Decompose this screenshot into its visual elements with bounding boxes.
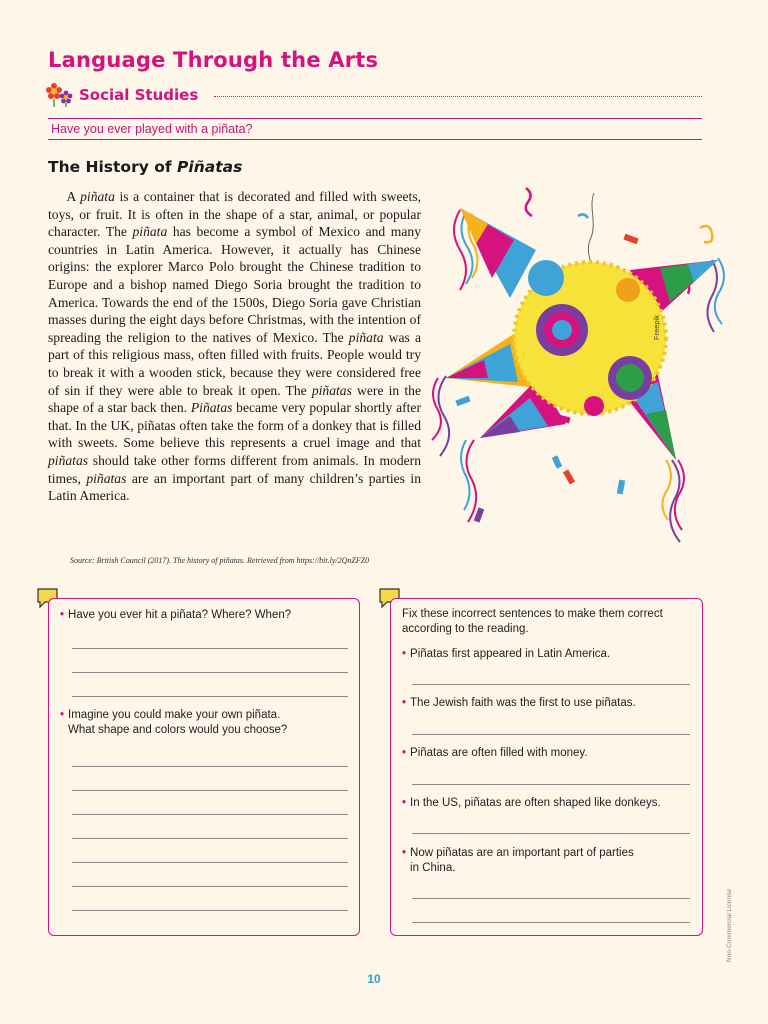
answer-line[interactable] — [72, 838, 348, 839]
page-number: 10 — [367, 972, 381, 986]
article-heading — [48, 158, 242, 176]
answer-line[interactable] — [72, 886, 348, 887]
answer-line[interactable] — [412, 898, 690, 899]
answer-line[interactable] — [412, 684, 690, 685]
warmup-question: Have you ever played with a piñata? — [51, 122, 253, 136]
source-citation: Source: British Council (2017). The history of piñatas. Retrieved from https://bit.ly/2QnZFZ0 — [70, 556, 370, 565]
correction-instruction: Fix these incorrect sentences to make them correct according to the reading. — [402, 608, 663, 635]
answer-line[interactable] — [72, 696, 348, 697]
answer-line[interactable] — [72, 766, 348, 767]
flowers-icon — [44, 82, 74, 108]
article-emphasis: piñatas — [311, 382, 352, 398]
article-emphasis: Piñatas — [190, 400, 233, 416]
question-1: • Have you ever hit a piñata? Where? When? — [60, 609, 292, 621]
page-title: Language Through the Arts — [48, 48, 379, 72]
article-text: has become a symbol of Mexico and many countries in Latin America. However, it actually has Chinese origins: the explorer Marco Polo brought the Chinese tradition to Europe and a bishop named Diego Soria brought the tradition to America. Towards the end of the 1500s, Diego Soria gave Christian masses during the eight days before Christmas, with the intention of spreading the religion to the natives of Mexico. The — [48, 224, 421, 345]
article-emphasis: piñatas — [86, 470, 127, 486]
answer-line[interactable] — [72, 862, 348, 863]
answer-line[interactable] — [72, 814, 348, 815]
license-note: Non-Commercial License — [726, 889, 733, 962]
article-emphasis: piñata — [80, 189, 115, 204]
article-text: should take other forms different from animals. In modern times, — [48, 452, 421, 486]
answer-line[interactable] — [72, 910, 348, 911]
answer-line[interactable] — [72, 648, 348, 649]
section-label: Social Studies — [79, 86, 199, 104]
incorrect-sentence-1: • Piñatas first appeared in Latin America. — [402, 648, 611, 660]
article-emphasis: piñata — [132, 224, 168, 240]
incorrect-sentence-4: • In the US, piñatas are often shaped like donkeys. — [402, 797, 661, 809]
incorrect-sentence-3: • Piñatas are often filled with money. — [402, 747, 588, 759]
warmup-question-band — [48, 118, 702, 140]
article-text: are an important part of many children’s parties in Latin America. — [48, 470, 421, 504]
answer-line[interactable] — [412, 784, 690, 785]
image-credit: Freepik — [652, 314, 661, 340]
article-emphasis: piñata — [348, 329, 384, 345]
incorrect-sentence-2: • The Jewish faith was the first to use piñatas. — [402, 697, 636, 709]
dotted-divider — [214, 96, 702, 97]
article-text: became very popular shortly after that. In the UK, piñatas often take the form of a donkey that is filled with sweets. Some believe this represents a cruel image and that — [48, 400, 421, 451]
answer-line[interactable] — [412, 833, 690, 834]
article-text: were in the shape of a star back then. — [48, 382, 421, 416]
answer-line[interactable] — [72, 790, 348, 791]
article-heading-text: The History of — [48, 158, 178, 176]
article-text: is a container that is decorated and filled with sweets, toys, or fruit. It is often in the shape of a star, animal, or popular character. The — [48, 189, 422, 240]
answer-line[interactable] — [412, 922, 690, 923]
article-text: A — [66, 189, 81, 204]
incorrect-sentence-5: • Now piñatas are an important part of parties in China. — [402, 847, 634, 874]
article-body — [48, 188, 421, 505]
pinata-illustration — [418, 178, 736, 560]
answer-line[interactable] — [412, 734, 690, 735]
answer-line[interactable] — [72, 672, 348, 673]
question-2: • Imagine you could make your own piñata. What shape and colors would you choose? — [60, 709, 288, 736]
article-text: was a part of this religious mass, often filled with fruits. People would try to break it with a wooden stick, because they were considered free of sin if they were able to break it open. The — [48, 329, 421, 398]
article-emphasis: piñatas — [48, 452, 89, 468]
article-heading-emphasis: Piñatas — [177, 158, 243, 176]
